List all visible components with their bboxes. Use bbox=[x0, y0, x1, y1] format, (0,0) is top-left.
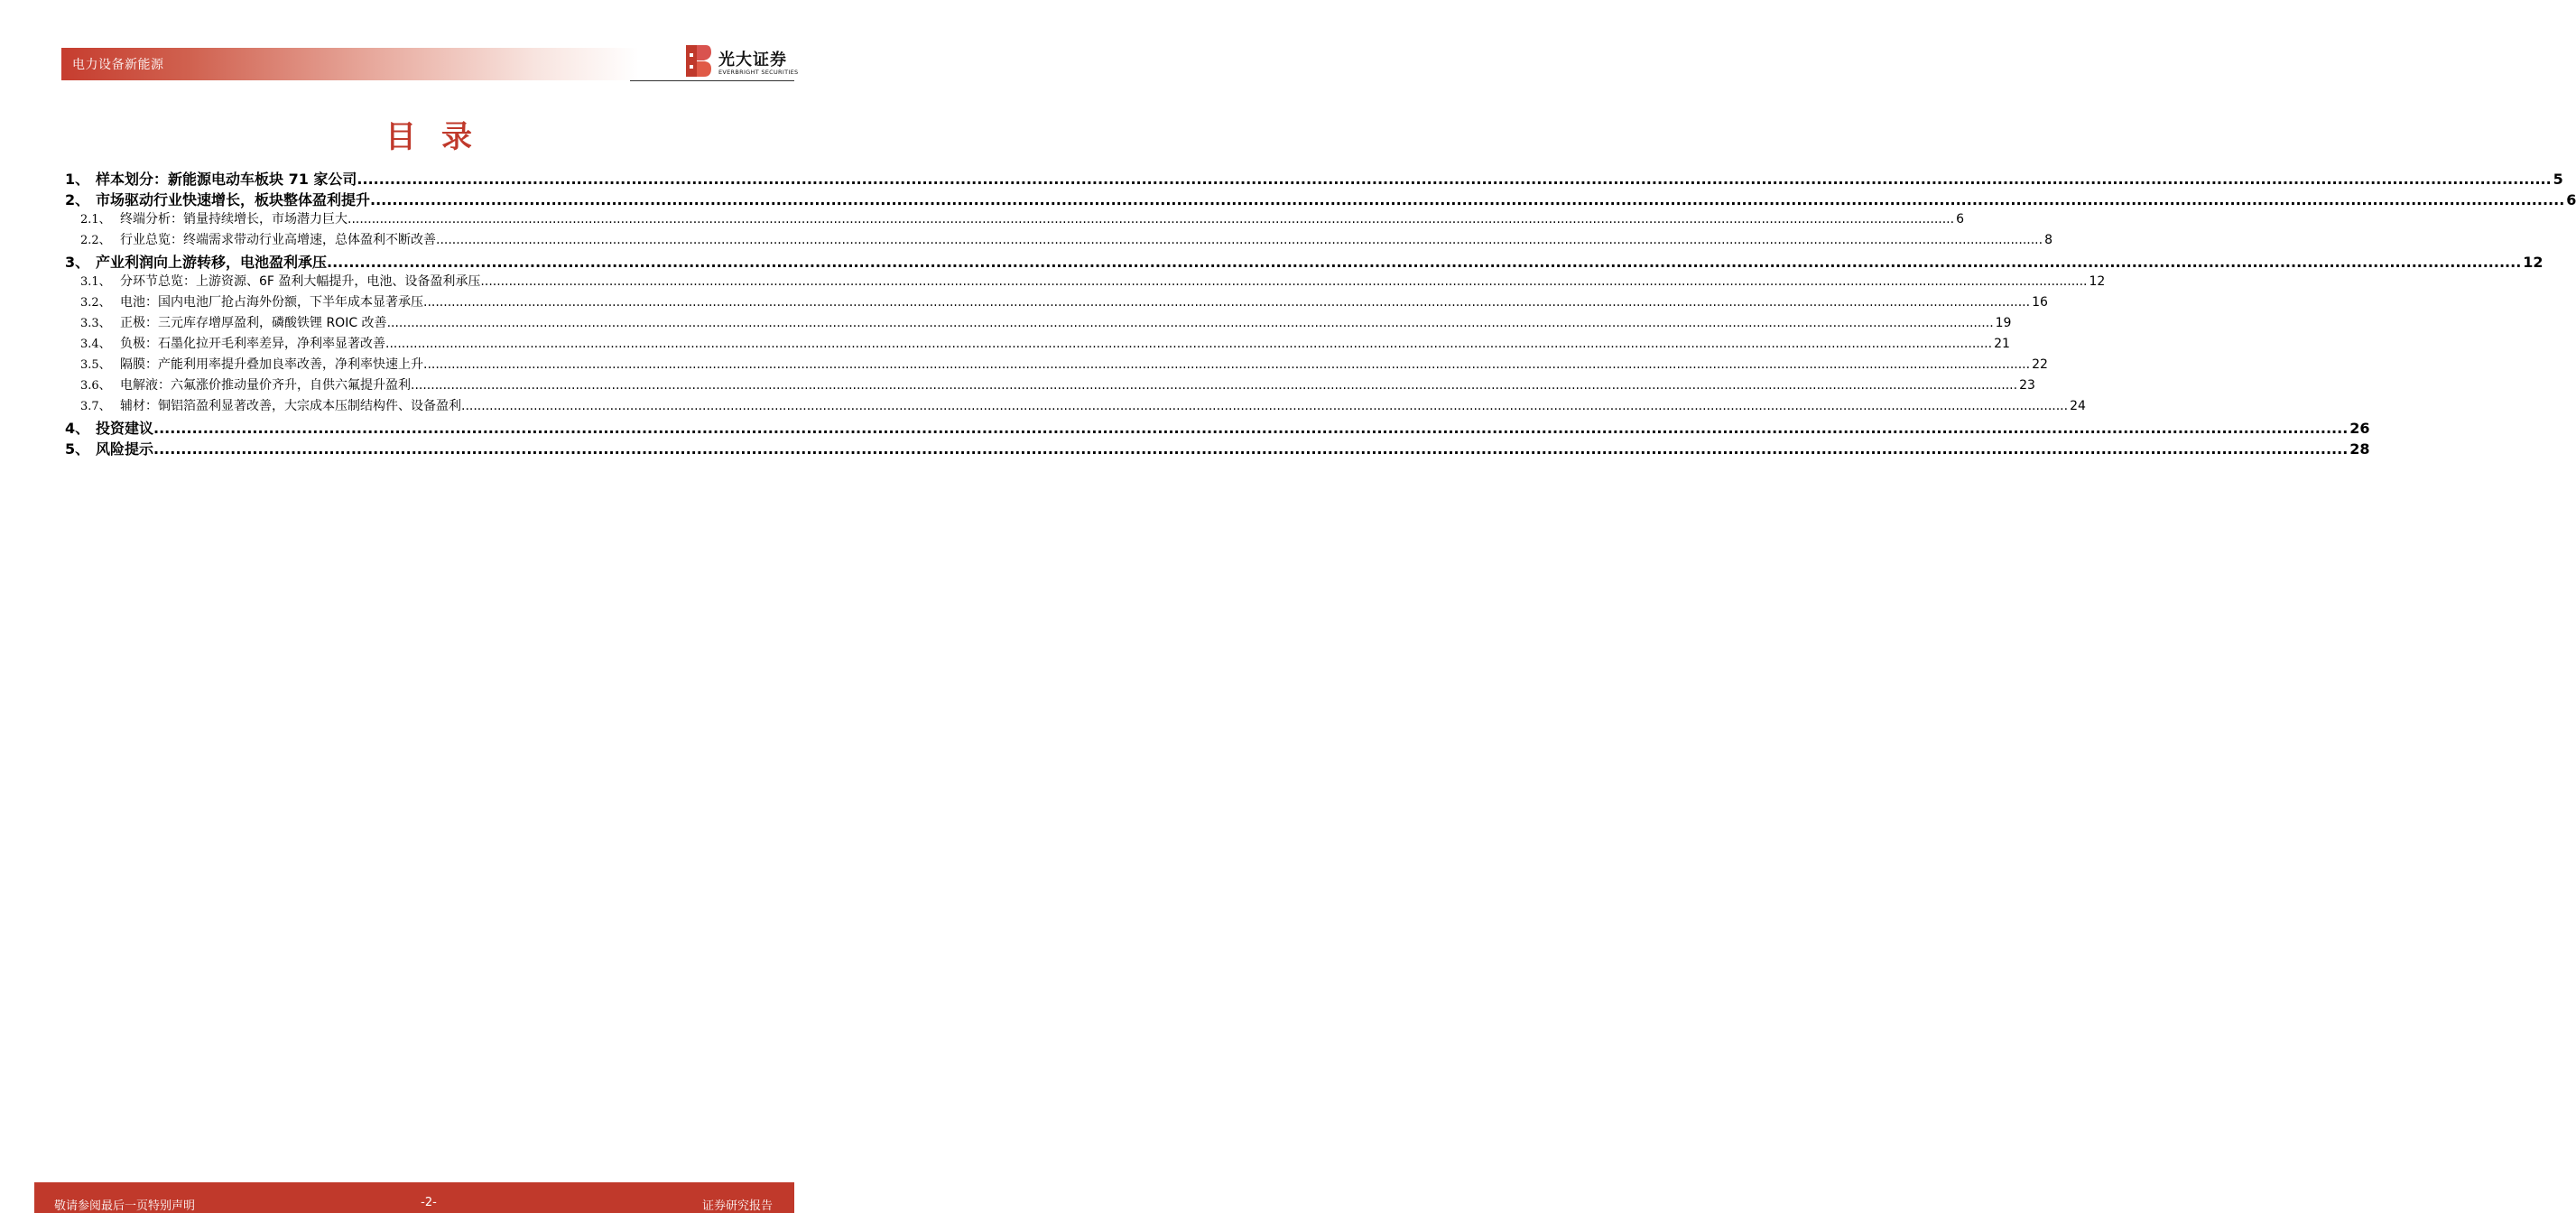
toc-entry-leader: ................................................................................................................................................................................................................................................................................................................................................................................................................ bbox=[480, 274, 2088, 289]
toc-entry-page: 24 bbox=[2070, 399, 2086, 413]
everbright-logo-icon bbox=[686, 45, 711, 77]
toc-entry[interactable] bbox=[65, 209, 1964, 230]
toc-entry[interactable] bbox=[65, 313, 2012, 334]
logo-text-cn: 光大证券 bbox=[718, 51, 787, 69]
toc-entry-number: 3.7、 bbox=[80, 400, 111, 413]
toc-entry[interactable] bbox=[65, 417, 2370, 438]
toc-entry-page: 23 bbox=[2019, 378, 2035, 393]
toc-entry-number: 3、 bbox=[65, 254, 90, 271]
toc-entry-page: 5 bbox=[2553, 171, 2563, 188]
page-title: 目录 bbox=[385, 119, 497, 155]
toc-entry-title: 终端分析：销量持续增长，市场潜力巨大 bbox=[120, 212, 347, 227]
toc-entry-number: 3.5、 bbox=[80, 358, 111, 372]
toc-entry-page: 12 bbox=[2089, 274, 2106, 289]
toc-entry-number: 5、 bbox=[65, 440, 90, 458]
toc-entry-number: 3.4、 bbox=[80, 338, 111, 351]
toc-entry-title: 隔膜：产能利用率提升叠加良率改善，净利率快速上升 bbox=[120, 357, 423, 372]
toc-entry[interactable] bbox=[65, 375, 2035, 396]
toc-entry-title: 产业利润向上游转移，电池盈利承压 bbox=[96, 254, 328, 271]
toc-entry[interactable] bbox=[65, 438, 2370, 458]
toc-entry-leader: ................................................................................................................................................................................................................................................................................................................................................................................................................ bbox=[461, 399, 2069, 413]
toc-entry[interactable] bbox=[65, 334, 2010, 355]
header-rule bbox=[630, 80, 794, 81]
footer-page-number: -2- bbox=[421, 1196, 437, 1209]
footer-doc-type: 证券研究报告 bbox=[701, 1199, 773, 1213]
toc-entry-title: 行业总览：终端需求带动行业高增速，总体盈利不断改善 bbox=[120, 233, 436, 247]
toc-entry-leader: ................................................................................................................................................................................................................................................................................................................................................................................................................ bbox=[370, 191, 2565, 208]
toc-entry-number: 3.2、 bbox=[80, 296, 111, 310]
toc-entry[interactable] bbox=[65, 251, 2544, 272]
toc-entry-leader: ................................................................................................................................................................................................................................................................................................................................................................................................................ bbox=[153, 440, 2349, 458]
toc-entry-leader: ................................................................................................................................................................................................................................................................................................................................................................................................................ bbox=[347, 212, 1955, 227]
toc-entry-number: 3.1、 bbox=[80, 275, 111, 289]
toc-entry-page: 28 bbox=[2349, 440, 2370, 458]
toc-entry-title: 样本划分：新能源电动车板块 71 家公司 bbox=[96, 171, 357, 188]
toc-entry-title: 投资建议 bbox=[96, 420, 154, 437]
toc-entry-title: 电池：国内电池厂抢占海外份额，下半年成本显著承压 bbox=[120, 295, 423, 310]
toc-entry-leader: ................................................................................................................................................................................................................................................................................................................................................................................................................ bbox=[423, 357, 2031, 372]
toc-entry-leader: ................................................................................................................................................................................................................................................................................................................................................................................................................ bbox=[423, 295, 2031, 310]
toc-entry[interactable] bbox=[65, 168, 2563, 189]
toc-entry-page: 6 bbox=[1956, 212, 1964, 227]
logo-text-en: EVERBRIGHT SECURITIES bbox=[718, 69, 799, 76]
toc-entry-title: 分环节总览：上游资源、6F 盈利大幅提升，电池、设备盈利承压 bbox=[120, 274, 481, 289]
toc-entry-number: 3.3、 bbox=[80, 317, 111, 330]
toc-entry-number: 4、 bbox=[65, 420, 90, 437]
toc-entry-title: 辅材：铜铝箔盈利显著改善，大宗成本压制结构件、设备盈利 bbox=[120, 399, 461, 413]
toc-entry-page: 8 bbox=[2044, 233, 2052, 247]
toc-entry[interactable] bbox=[65, 292, 2048, 313]
header-section-title: 电力设备新能源 bbox=[72, 58, 164, 72]
table-of-contents bbox=[65, 168, 2576, 458]
toc-entry-page: 26 bbox=[2349, 420, 2370, 437]
toc-entry-title: 负极：石墨化拉开毛利率差异，净利率显著改善 bbox=[120, 337, 385, 351]
toc-entry[interactable] bbox=[65, 355, 2048, 375]
toc-entry[interactable] bbox=[65, 230, 2052, 251]
toc-entry-number: 1、 bbox=[65, 171, 90, 188]
toc-entry-page: 19 bbox=[1995, 316, 2012, 330]
toc-entry-title: 市场驱动行业快速增长，板块整体盈利提升 bbox=[96, 191, 371, 208]
toc-entry-page: 6 bbox=[2566, 191, 2576, 208]
toc-entry-page: 12 bbox=[2523, 254, 2544, 271]
toc-entry-number: 2、 bbox=[65, 191, 90, 208]
toc-entry-title: 正极：三元库存增厚盈利，磷酸铁锂 ROIC 改善 bbox=[120, 316, 387, 330]
toc-entry-page: 21 bbox=[1994, 337, 2010, 351]
toc-entry-title: 电解液：六氟涨价推动量价齐升，自供六氟提升盈利 bbox=[120, 378, 411, 393]
toc-entry-leader: ................................................................................................................................................................................................................................................................................................................................................................................................................ bbox=[385, 337, 1993, 351]
toc-entry[interactable] bbox=[65, 189, 2576, 209]
toc-entry-number: 3.6、 bbox=[80, 379, 111, 393]
toc-entry-number: 2.2、 bbox=[80, 234, 111, 247]
toc-entry-leader: ................................................................................................................................................................................................................................................................................................................................................................................................................ bbox=[153, 420, 2349, 437]
footer-disclaimer: 敬请参阅最后一页特别声明 bbox=[54, 1199, 196, 1213]
toc-entry-leader: ................................................................................................................................................................................................................................................................................................................................................................................................................ bbox=[327, 254, 2522, 271]
toc-entry-page: 16 bbox=[2032, 295, 2048, 310]
toc-entry-title: 风险提示 bbox=[96, 440, 154, 458]
toc-entry[interactable] bbox=[65, 272, 2106, 292]
toc-entry-page: 22 bbox=[2032, 357, 2048, 372]
toc-entry[interactable] bbox=[65, 396, 2086, 417]
toc-entry-number: 2.1、 bbox=[80, 213, 111, 227]
toc-entry-leader: ................................................................................................................................................................................................................................................................................................................................................................................................................ bbox=[411, 378, 2018, 393]
toc-entry-leader: ................................................................................................................................................................................................................................................................................................................................................................................................................ bbox=[357, 171, 2552, 188]
toc-entry-leader: ................................................................................................................................................................................................................................................................................................................................................................................................................ bbox=[386, 316, 1994, 330]
toc-entry-leader: ................................................................................................................................................................................................................................................................................................................................................................................................................ bbox=[436, 233, 2043, 247]
